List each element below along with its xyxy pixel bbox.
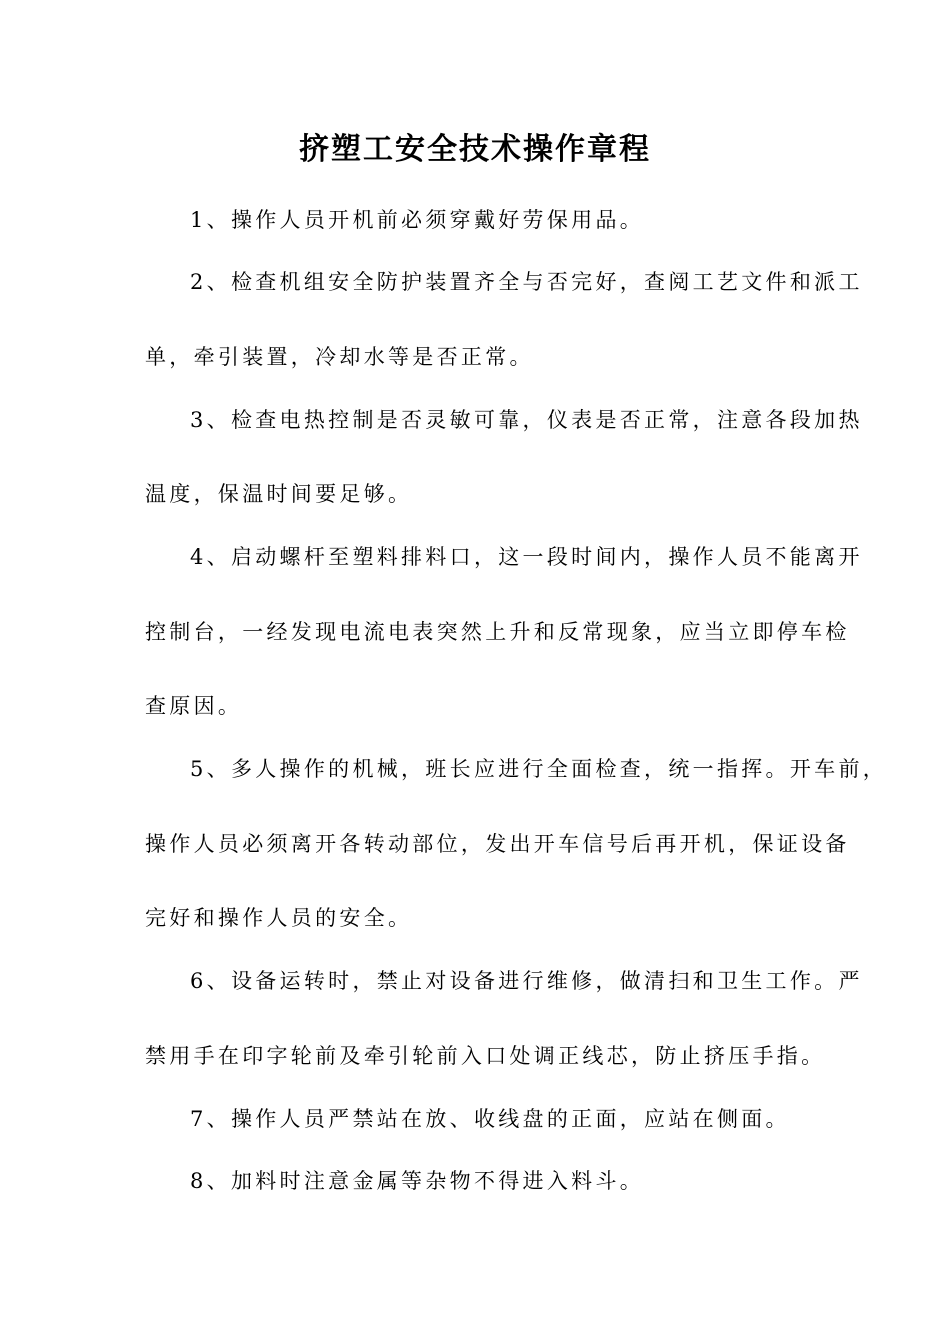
paragraph-6-line-2: 禁用手在印字轮前及牵引轮前入口处调正线芯，防止挤压手指。 [145, 1044, 826, 1068]
paragraph-2-line-2: 单，牵引装置，冷却水等是否正常。 [145, 345, 534, 369]
paragraph-3-line-1: 3、检查电热控制是否灵敏可靠，仪表是否正常，注意各段加热 [190, 408, 863, 432]
paragraph-8-line-1: 8、加料时注意金属等杂物不得进入料斗。 [190, 1169, 645, 1193]
paragraph-4-line-3: 查原因。 [145, 694, 243, 718]
paragraph-3-line-2: 温度，保温时间要足够。 [145, 482, 413, 506]
paragraph-5-line-1: 5、多人操作的机械，班长应进行全面检查，统一指挥。开车前， [190, 757, 888, 781]
paragraph-4-line-2: 控制台，一经发现电流电表突然上升和反常现象，应当立即停车检 [145, 620, 850, 644]
paragraph-2-line-1: 2、检查机组安全防护装置齐全与否完好，查阅工艺文件和派工 [190, 270, 863, 294]
paragraph-7-line-1: 7、操作人员严禁站在放、收线盘的正面，应站在侧面。 [190, 1107, 790, 1131]
paragraph-4-line-1: 4、启动螺杆至塑料排料口，这一段时间内，操作人员不能离开 [190, 545, 863, 569]
paragraph-5-line-3: 完好和操作人员的安全。 [145, 906, 413, 930]
paragraph-6-line-1: 6、设备运转时，禁止对设备进行维修，做清扫和卫生工作。严 [190, 969, 863, 993]
paragraph-1-line-1: 1、操作人员开机前必须穿戴好劳保用品。 [190, 208, 645, 232]
document-title: 挤塑工安全技术操作章程 [299, 132, 651, 167]
paragraph-5-line-2: 操作人员必须离开各转动部位，发出开车信号后再开机，保证设备 [145, 832, 850, 856]
